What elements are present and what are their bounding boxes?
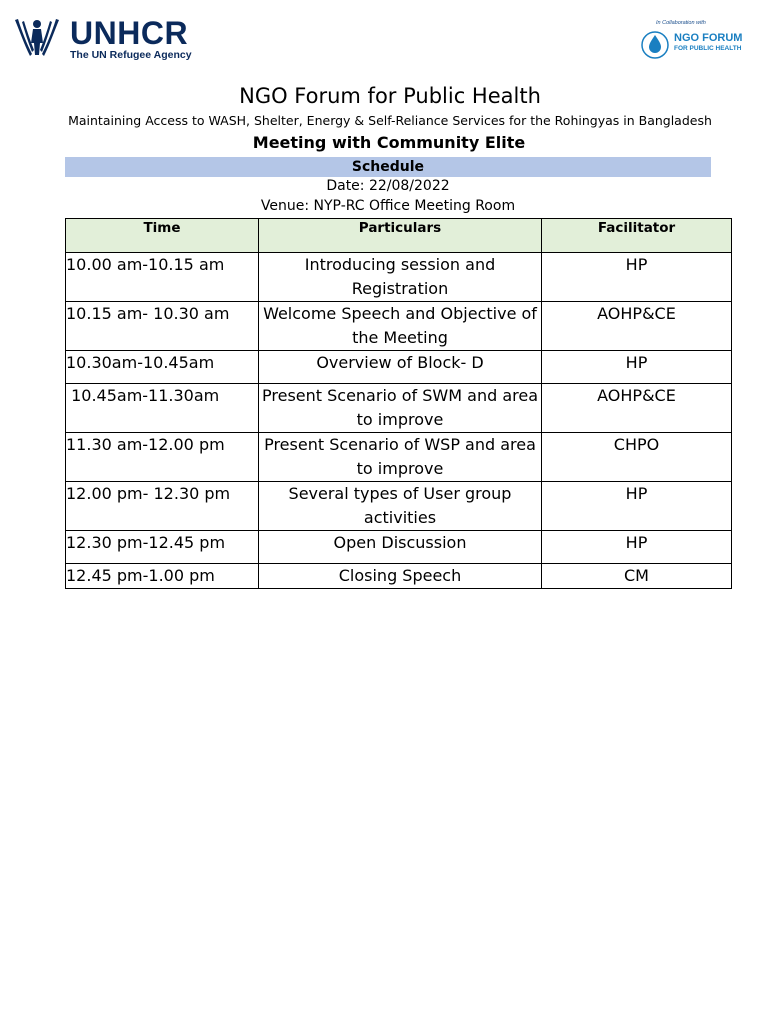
- table-header-row: [66, 219, 732, 253]
- unhcr-name: UNHCR: [70, 15, 189, 51]
- table-row: [66, 384, 732, 433]
- facilitator-cell: AOHP&CE: [542, 302, 732, 351]
- facilitator-cell: HP: [542, 482, 732, 531]
- column-header-facilitator: Facilitator: [542, 219, 732, 253]
- particulars-cell: Welcome Speech and Objective of the Meeting: [259, 302, 542, 351]
- facilitator-cell: CM: [542, 564, 732, 589]
- ngo-collab-text: In Collaboration with: [656, 20, 706, 26]
- table-row: [66, 433, 732, 482]
- time-cell: 10.30am-10.45am: [66, 351, 259, 384]
- particulars-cell: Overview of Block- D: [259, 351, 542, 384]
- particulars-cell: Closing Speech: [259, 564, 542, 589]
- unhcr-subtitle: The UN Refugee Agency: [70, 49, 192, 61]
- time-cell: 12.00 pm- 12.30 pm: [66, 482, 259, 531]
- column-header-time: Time: [66, 219, 259, 253]
- unhcr-emblem-icon: [10, 14, 64, 62]
- facilitator-cell: HP: [542, 351, 732, 384]
- particulars-cell: Introducing session and Registration: [259, 253, 542, 302]
- particulars-cell: Present Scenario of SWM and area to improve: [259, 384, 542, 433]
- particulars-cell: Open Discussion: [259, 531, 542, 564]
- table-row: [66, 302, 732, 351]
- unhcr-logo: [10, 14, 200, 62]
- document-subtitle: Maintaining Access to WASH, Shelter, Energy & Self-Reliance Services for the Rohingyas in Bangladesh: [68, 113, 712, 128]
- facilitator-cell: HP: [542, 253, 732, 302]
- time-cell: 10.00 am-10.15 am: [66, 253, 259, 302]
- time-cell: 10.15 am- 10.30 am: [66, 302, 259, 351]
- ngo-forum-subtitle: FOR PUBLIC HEALTH: [674, 45, 742, 52]
- ngo-forum-logo: [640, 20, 750, 62]
- ngo-forum-name: NGO FORUM: [674, 32, 743, 44]
- particulars-cell: Several types of User group activities: [259, 482, 542, 531]
- table-row: [66, 351, 732, 384]
- facilitator-cell: HP: [542, 531, 732, 564]
- time-cell: 12.30 pm-12.45 pm: [66, 531, 259, 564]
- table-row: [66, 564, 732, 589]
- column-header-particulars: Particulars: [259, 219, 542, 253]
- water-drop-icon: [640, 28, 670, 60]
- meeting-date: Date: 22/08/2022: [326, 178, 450, 194]
- facilitator-cell: AOHP&CE: [542, 384, 732, 433]
- meeting-venue: Venue: NYP-RC Office Meeting Room: [260, 198, 516, 214]
- time-cell: 11.30 am-12.00 pm: [66, 433, 259, 482]
- facilitator-cell: CHPO: [542, 433, 732, 482]
- meeting-heading: Meeting with Community Elite: [252, 133, 526, 152]
- table-row: [66, 482, 732, 531]
- schedule-bar: Schedule: [65, 157, 711, 177]
- particulars-cell: Present Scenario of WSP and area to improve: [259, 433, 542, 482]
- document-title: NGO Forum for Public Health: [239, 84, 541, 108]
- table-row: [66, 253, 732, 302]
- time-cell: 10.45am-11.30am: [66, 384, 259, 433]
- schedule-table: [65, 218, 732, 589]
- time-cell: 12.45 pm-1.00 pm: [66, 564, 259, 589]
- table-row: [66, 531, 732, 564]
